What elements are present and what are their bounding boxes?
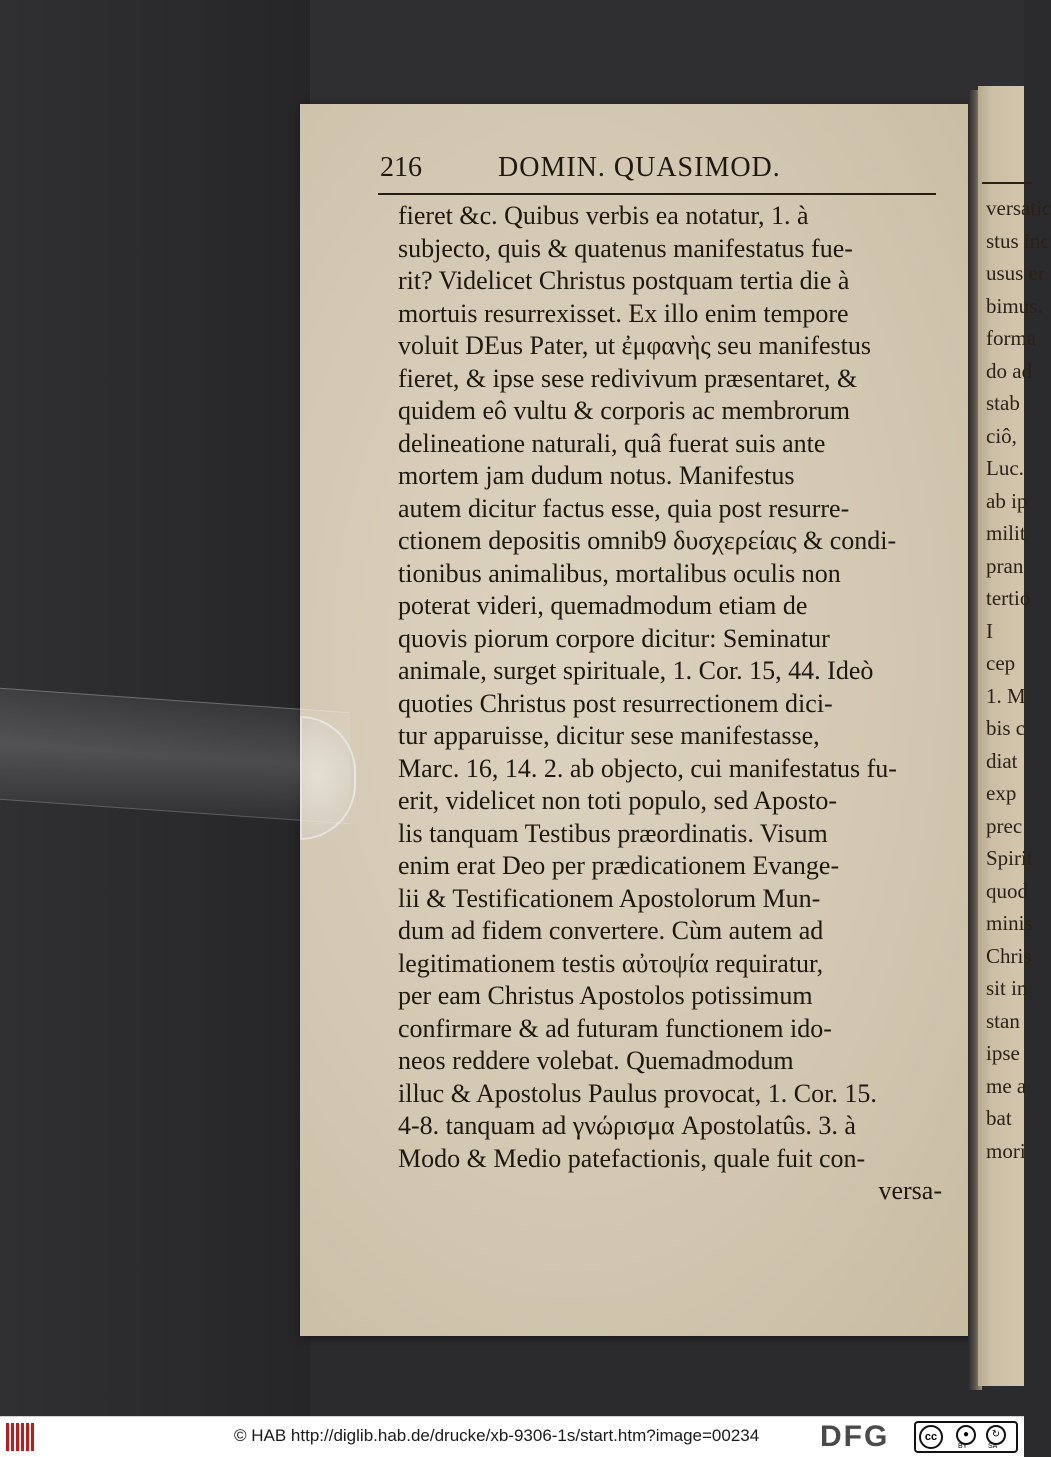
text-line: subjecto, quis & quatenus manifestatus fue- [398,233,853,263]
facing-page-line: prec [986,813,1023,838]
facing-page [978,86,1051,1386]
text-line: tionibus animalibus, mortalibus oculis non [398,558,841,588]
text-line: per eam Christus Apostolos potissimum [398,981,813,1010]
text-line: neos reddere volebat. Quemadmodum [398,1046,794,1075]
text-line: fieret &c. Quibus verbis ea notatur, 1. à [398,201,809,230]
text-line: rit? Videlicet Christus postquam tertia die à [398,266,850,295]
cc-license-badge[interactable] [914,1421,1018,1453]
text-line: enim erat Deo per prædicationem Evange- [398,851,840,880]
facing-page-line: mori [986,1138,1026,1163]
text-line: illuc & Apostolus Paulus provocat, 1. Cor. 15. [398,1078,877,1108]
facing-page-line: bimus. [986,293,1043,318]
facing-page-line: stus inc [986,228,1050,253]
text-line: poterat videri, quemadmodum etiam de [398,591,808,620]
facing-page-line: ipse [986,1041,1020,1065]
text-line: Modo & Medio patefactionis, quale fuit con- [398,1143,866,1173]
text-line: mortuis resurrexisset. Ex illo enim tempore [398,298,849,328]
facing-page-line: Chris [986,943,1032,968]
by-icon: ● [956,1425,976,1445]
sa-icon: ↻ [986,1425,1006,1445]
facing-page-line: 1. M [986,683,1026,708]
text-line: dum ad fidem convertere. Cùm autem ad [398,916,824,945]
facing-page-line: cep [986,651,1016,675]
source-credit-link[interactable]: © HAB http://diglib.hab.de/drucke/xb-9306-1s/start.htm?image=00234 [234,1426,760,1445]
text-line: fieret, & ipse sese redivivum præsentaret, & [398,363,858,393]
facing-page-line: stan [986,1008,1020,1033]
facing-page-line: minis [986,911,1033,935]
facing-page-line: tertio [986,586,1031,610]
text-line: confirmare & ad futuram functionem ido- [398,1013,832,1043]
facing-page-line: sit in [986,976,1028,1000]
text-line: 4-8. tanquam ad γνώρισμα Apostolatûs. 3. à [398,1111,856,1140]
catchword: versa- [878,1176,942,1205]
facing-page-line: bis c [986,716,1026,740]
page-number: 216 [380,152,422,183]
facing-page-line: exp [986,781,1017,805]
text-line: animale, surget spirituale, 1. Cor. 15, 44. Ideò [398,656,874,685]
text-line: lis tanquam Testibus præordinatis. Visum [398,818,828,848]
text-line: lii & Testificationem Apostolorum Mun- [398,883,821,913]
facing-page-line: stab [986,391,1020,415]
running-title: DOMIN. QUASIMOD. [498,152,781,183]
facing-page-line: ciô, [986,423,1017,448]
text-line: quoties Christus post resurrectionem dici- [398,688,833,718]
facing-page-line: forma [986,326,1037,350]
facing-page-line: pran [986,553,1024,578]
text-line: Marc. 16, 14. 2. ab objecto, cui manifestatus fu- [398,753,897,783]
facing-page-line: usus er [986,261,1045,285]
running-head [378,152,938,192]
text-line: ctionem depositis omnib9 δυσχερείαις & condi- [398,526,897,555]
facing-page-line: quod [986,878,1028,903]
facing-page-line: bat [986,1106,1012,1130]
facing-page-line: diat [986,748,1018,773]
text-line: quidem eô vultu & corporis ac membrorum [398,396,851,425]
facing-page-line: I [986,618,993,643]
viewer-footer [0,1416,1024,1457]
facing-page-line: do ad [986,358,1033,383]
facing-page-line: milit [986,521,1026,545]
text-line: tur apparuisse, dicitur sese manifestasse, [398,721,820,750]
facing-page-rule [982,182,1032,184]
text-line: legitimationem testis αὐτοψία requiratur, [398,948,824,978]
facing-page-line: me a [986,1073,1027,1098]
text-line: erit, videlicet non toti populo, sed Aposto- [398,786,838,815]
text-line: mortem jam dudum notus. Manifestus [398,461,795,490]
facing-page-text [978,192,1051,1167]
text-line: voluit DEus Pater, ut ἐμφανὴς seu manifestus [398,331,871,360]
facing-page-line: Luc. [986,456,1024,480]
facing-page-line: ab ip [986,488,1028,513]
cc-icon: cc [919,1425,943,1449]
by-label: BY [958,1443,968,1450]
text-line: quovis piorum corpore dicitur: Seminatur [398,623,830,653]
sa-label: SA [988,1443,998,1450]
body-text [398,200,948,1208]
facing-page-line: Spirit [986,846,1033,870]
text-line: autem dicitur factus esse, quia post resurre- [398,493,850,523]
text-line: delineatione naturali, quâ fuerat suis ante [398,428,826,458]
barcode-icon [6,1423,36,1451]
head-rule [378,193,936,195]
dfg-logo: DFG [820,1420,890,1453]
facing-page-line: versatic [986,196,1051,220]
